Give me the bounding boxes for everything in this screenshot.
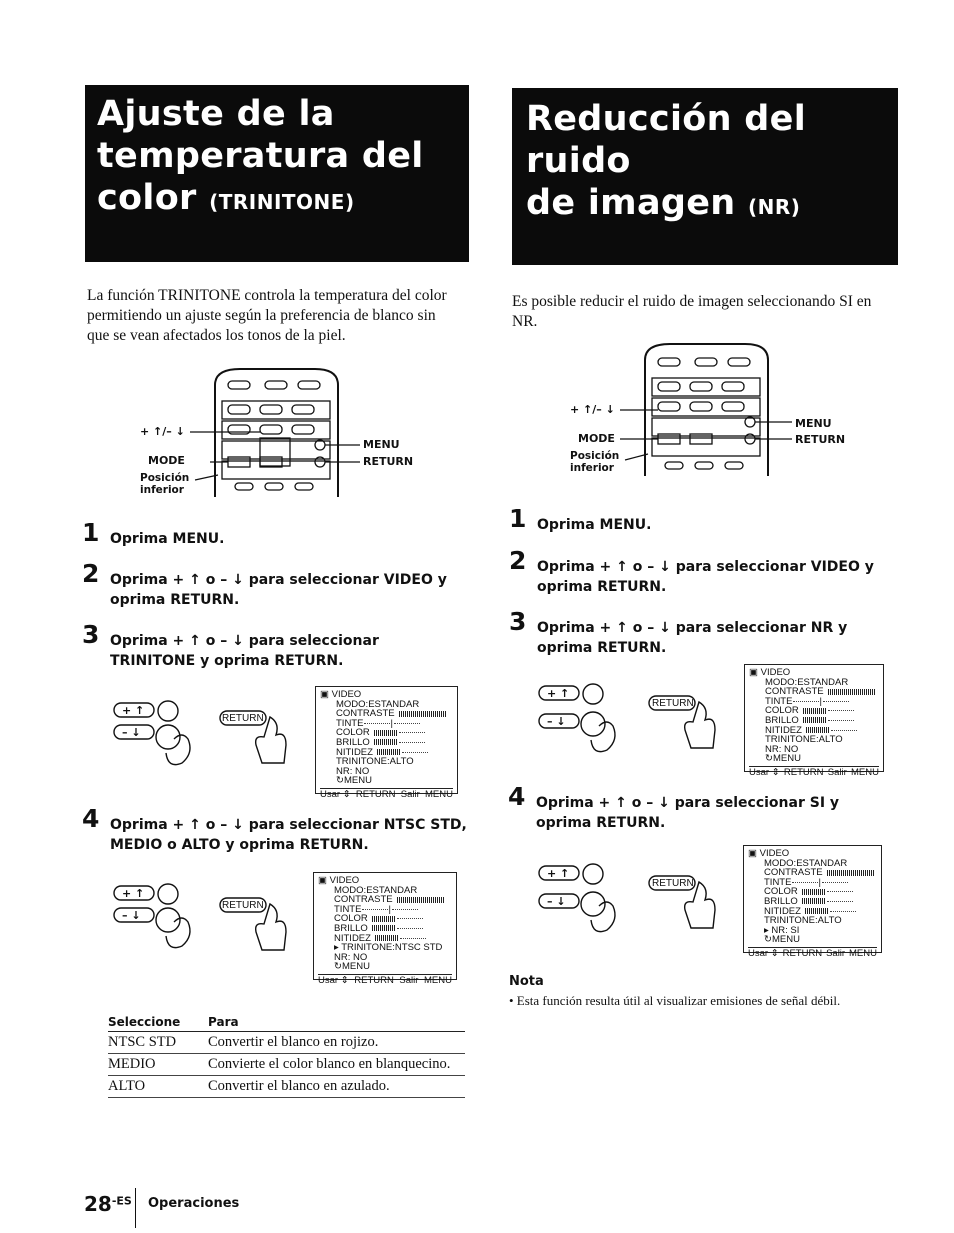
- left-step4-screen: ▣ VIDEO MODO:ESTANDAR CONTRASTE TINTE | COLOR BRILLO NITIDEZ ▸ TRINITONE:NTSC STD NR: NO ↻MENU Usar ⇕ RETURN Salir MENU: [313, 872, 457, 980]
- left-step4-minus-button: – ↓: [122, 909, 141, 922]
- left-position-label: Posición inferior: [140, 472, 190, 496]
- right-intro: Es posible reducir el ruido de imagen seleccionando SI en NR.: [512, 293, 872, 330]
- left-step4-return-button: RETURN: [222, 900, 264, 911]
- table-row: [108, 1076, 465, 1098]
- page-number: $28^{-ES}$: [84, 1192, 132, 1216]
- table-cell: Convertir el blanco en azulado.: [208, 1076, 465, 1098]
- table-cell: Convertir el blanco en rojizo.: [208, 1032, 465, 1054]
- selection-table: [108, 1013, 465, 1098]
- right-step-2: 2 Oprima + ↑ o – ↓ para seleccionar VIDEO y oprima RETURN.: [509, 546, 874, 595]
- left-intro: La función TRINITONE controla la temperatura del color permitiendo un ajuste según la preferencia de blanco sin que se vean afectados los tonos de la piel.: [87, 287, 447, 344]
- left-title: Ajuste de la temperatura del color (TRINITONE): [97, 94, 424, 218]
- left-step3-minus-button: – ↓: [122, 726, 141, 739]
- left-step-3: 3 Oprima + ↑ o – ↓ para seleccionar TRINITONE y oprima RETURN.: [82, 620, 379, 669]
- right-return-label: RETURN: [795, 433, 846, 446]
- right-step-3: 3 Oprima + ↑ o – ↓ para seleccionar NR y oprima RETURN.: [509, 607, 848, 656]
- right-step4-screen: ▣ VIDEO MODO:ESTANDAR CONTRASTE TINTE | COLOR BRILLO NITIDEZ TRINITONE:ALTO ▸ NR: SI ↻MENU Usar ⇕ RETURN Salir MENU: [743, 845, 882, 953]
- table-cell: MEDIO: [108, 1054, 208, 1076]
- left-step3-plus-button: + ↑: [122, 704, 145, 717]
- right-step3-minus-button: – ↓: [547, 715, 566, 728]
- right-step-4: 4 Oprima + ↑ o – ↓ para seleccionar SI y oprima RETURN.: [508, 782, 840, 831]
- right-step3-plus-button: + ↑: [547, 687, 570, 700]
- left-step-4: 4 Oprima + ↑ o – ↓ para seleccionar NTSC STD, MEDIO o ALTO y oprima RETURN.: [82, 804, 467, 853]
- left-return-label: RETURN: [363, 455, 414, 468]
- right-title: Reducción del ruido de imagen (NR): [526, 99, 806, 223]
- table-header: Seleccione: [108, 1013, 208, 1032]
- left-menu-label: MENU: [363, 438, 400, 451]
- left-step4-plus-button: + ↑: [122, 887, 145, 900]
- left-mode-label: MODE: [148, 454, 185, 467]
- right-plusminus-label: + ↑/– ↓: [570, 403, 615, 416]
- right-step-1: 1 Oprima MENU.: [509, 504, 652, 533]
- right-position-label: Posición inferior: [570, 450, 620, 474]
- right-step3-return-button: RETURN: [652, 698, 694, 709]
- table-row: [108, 1032, 465, 1054]
- right-step4-minus-button: – ↓: [547, 895, 566, 908]
- left-step3-return-button: RETURN: [222, 713, 264, 724]
- right-step3-screen: ▣ VIDEO MODO:ESTANDAR CONTRASTE TINTE | COLOR BRILLO NITIDEZ TRINITONE:ALTO NR: NO ↻MENU Usar ⇕ RETURN Salir MENU: [744, 664, 884, 772]
- table-cell: Convierte el color blanco en blanquecino.: [208, 1054, 465, 1076]
- note-text: • Esta función resulta útil al visualizar emisiones de señal débil.: [509, 993, 841, 1008]
- left-step3-screen: ▣ VIDEO MODO:ESTANDAR CONTRASTE TINTE | COLOR BRILLO NITIDEZ TRINITONE:ALTO NR: NO ↻MENU Usar ⇕ RETURN Salir MENU: [315, 686, 458, 794]
- right-menu-label: MENU: [795, 417, 832, 430]
- right-mode-label: MODE: [578, 432, 615, 445]
- left-title-banner: [85, 85, 469, 262]
- table-cell: NTSC STD: [108, 1032, 208, 1054]
- footer-divider: [135, 1188, 136, 1228]
- left-step-2: 2 Oprima + ↑ o – ↓ para seleccionar VIDEO y oprima RETURN.: [82, 559, 447, 608]
- left-plusminus-label: + ↑/– ↓: [140, 425, 185, 438]
- right-title-banner: [512, 88, 898, 265]
- right-step4-plus-button: + ↑: [547, 867, 570, 880]
- table-row: [108, 1054, 465, 1076]
- table-header: Para: [208, 1013, 465, 1032]
- table-header-row: [108, 1013, 465, 1032]
- footer-section: Operaciones: [148, 1196, 240, 1211]
- right-step4-return-button: RETURN: [652, 878, 694, 889]
- table-cell: ALTO: [108, 1076, 208, 1098]
- note-title: Nota: [509, 974, 544, 989]
- left-step-1: 1 Oprima MENU.: [82, 518, 225, 547]
